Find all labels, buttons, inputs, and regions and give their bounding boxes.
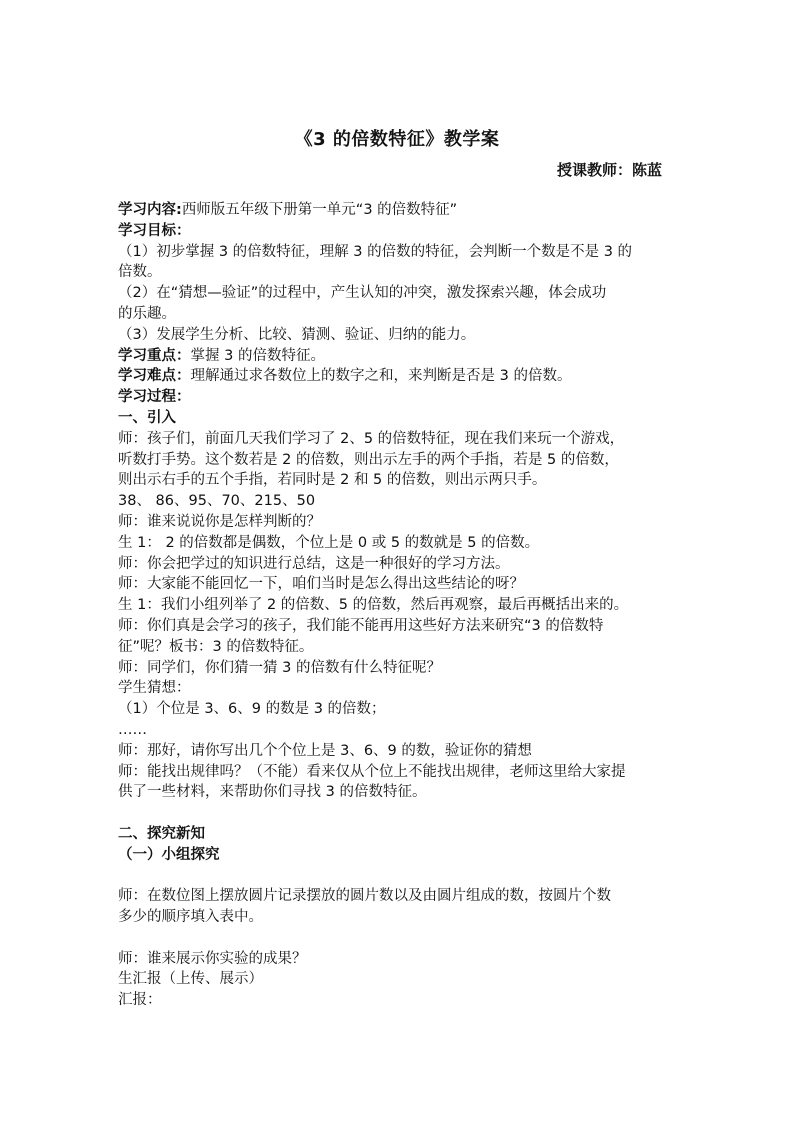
- content-label: 学习内容:: [118, 202, 182, 218]
- blank-line: [118, 866, 678, 887]
- content-line: [118, 200, 678, 221]
- content-text: 西师版五年级下册第一单元“3 的倍数特征”: [181, 202, 458, 218]
- paragraph-line: 38、 86、95、70、215、50: [118, 493, 316, 510]
- paragraph-line: 多少的顺序填入表中。: [118, 909, 263, 926]
- paragraph-line: 师：谁来展示你实验的成果？: [118, 950, 307, 967]
- paragraph-line: 师：那好，请你写出几个个位上是 3、6、9 的数，验证你的猜想: [118, 742, 532, 759]
- goal-line: 倍数。: [118, 264, 162, 281]
- document-title: 《3 的倍数特征》教学案: [294, 129, 500, 150]
- paragraph-line: ……: [118, 721, 147, 738]
- key-point-label: 学习重点：: [118, 347, 191, 364]
- paragraph-line: 师：在数位图上摆放圆片记录摆放的圆片数以及由圆片组成的数，按圆片个数: [118, 888, 611, 905]
- paragraph-line: 师：同学们，你们猜一猜 3 的倍数有什么特征呢？: [118, 659, 441, 676]
- paragraph-line: 则出示右手的五个手指，若同时是 2 和 5 的倍数，则出示两只手。: [118, 472, 547, 489]
- goal-line: （1）初步掌握 3 的倍数特征，理解 3 的倍数的特征，会判断一个数是不是 3 的: [118, 243, 633, 260]
- goal-line: （2）在“猜想—验证”的过程中，产生认知的冲突，激发探索兴趣，体会成功: [118, 285, 607, 302]
- section-heading: 一、引入: [118, 409, 176, 426]
- subsection-heading: （一）小组探究: [118, 846, 220, 863]
- paragraph-line: 师：能找出规律吗？（不能）看来仅从个位上不能找出规律，老师这里给大家提: [118, 763, 626, 780]
- paragraph-line: （1）个位是 3、6、9 的数是 3 的倍数；: [118, 701, 386, 718]
- paragraph-line: 师：你们真是会学习的孩子，我们能不能再用这些好方法来研究“3 的倍数特: [118, 617, 604, 634]
- goal-line: （3）发展学生分析、比较、猜测、验证、归纳的能力。: [118, 326, 476, 343]
- paragraph-line: 供了一些材料，来帮助你们寻找 3 的倍数特征。: [118, 784, 427, 801]
- difficulty-label: 学习难点：: [118, 368, 191, 385]
- process-label: 学习过程：: [118, 389, 191, 406]
- paragraph-line: 生汇报（上传、展示）: [118, 971, 263, 988]
- key-point-text: 掌握 3 的倍数特征。: [190, 347, 325, 364]
- paragraph-line: 师：谁来说说你是怎样判断的？: [118, 513, 321, 530]
- paragraph-line: 生 1： 2 的倍数都是偶数，个位上是 0 或 5 的数就是 5 的倍数。: [118, 534, 540, 551]
- difficulty-text: 理解通过求各数位上的数字之和，来判断是否是 3 的倍数。: [190, 368, 572, 385]
- document-body: [118, 200, 678, 1011]
- paragraph-line: 师：大家能不能回忆一下，咱们当时是怎么得出这些结论的呀？: [118, 576, 524, 593]
- teacher-name: 授课教师：陈蓝: [556, 161, 662, 179]
- goals-label: 学习目标：: [118, 222, 191, 239]
- section-heading: 二、探究新知: [118, 825, 205, 842]
- blank-line: [118, 803, 678, 824]
- paragraph-line: 学生猜想：: [118, 680, 191, 697]
- paragraph-line: 师：你会把学过的知识进行总结，这是一种很好的学习方法。: [118, 555, 510, 572]
- paragraph-line: 生 1：我们小组列举了 2 的倍数、5 的倍数，然后再观察，最后再概括出来的。: [118, 597, 629, 614]
- paragraph-line: 征”呢？板书：3 的倍数特征。: [118, 638, 314, 655]
- difficulty-line: [118, 366, 678, 387]
- blank-line: [118, 928, 678, 949]
- paragraph-line: 听数打手势。这个数若是 2 的倍数，则出示左手的两个手指，若是 5 的倍数，: [118, 451, 619, 468]
- paragraph-line: 汇报：: [118, 992, 162, 1009]
- goal-line: 的乐趣。: [118, 305, 176, 322]
- paragraph-line: 师：孩子们，前面几天我们学习了 2、5 的倍数特征，现在我们来玩一个游戏，: [118, 430, 625, 447]
- key-point-line: [118, 346, 678, 367]
